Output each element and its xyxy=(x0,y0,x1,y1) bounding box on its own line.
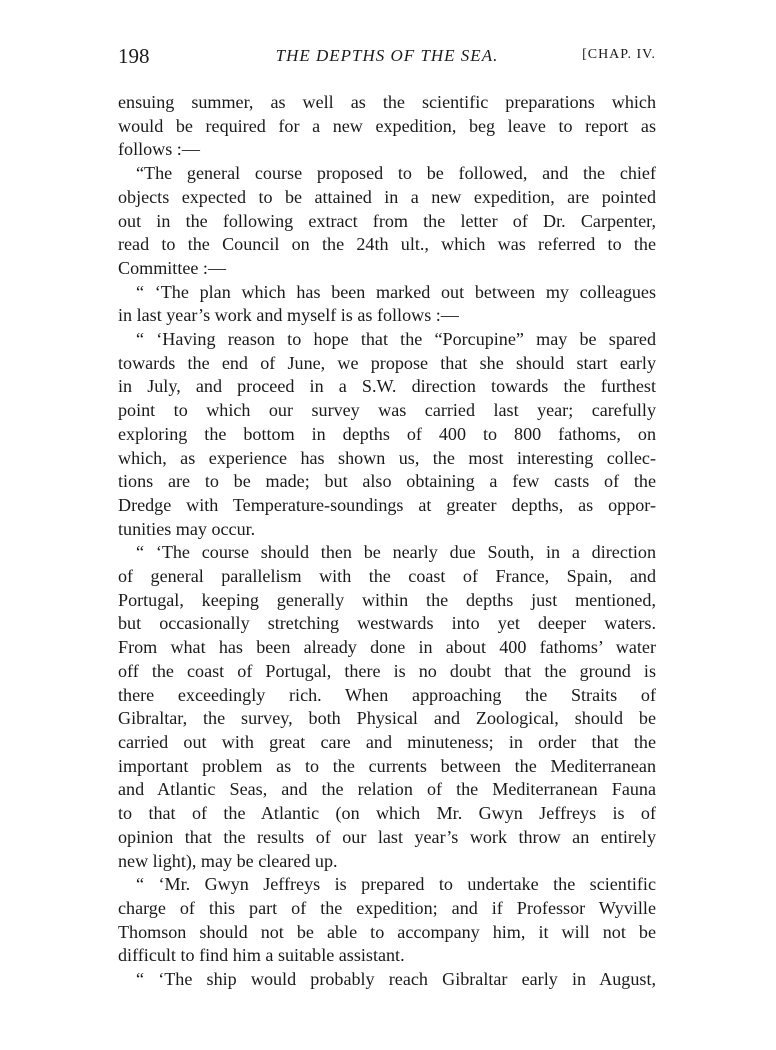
text-line: From what has been already done in about 400 fathoms’ water xyxy=(118,637,656,658)
book-page xyxy=(118,44,656,992)
text-line: follows :— xyxy=(118,139,200,160)
running-title: THE DEPTHS OF THE SEA. xyxy=(275,46,499,65)
text-line: important problem as to the currents between the Mediterranean xyxy=(118,755,656,776)
text-line: but occasionally stretching westwards into yet deeper waters. xyxy=(118,613,656,634)
text-line: out in the following extract from the letter of Dr. Carpenter, xyxy=(118,210,656,231)
text-line: and Atlantic Seas, and the relation of the Mediterranean Fauna xyxy=(118,779,656,800)
text-line: difficult to find him a suitable assistant. xyxy=(118,945,405,966)
text-line: of general parallelism with the coast of France, Spain, and xyxy=(118,566,656,587)
text-line: new light), may be cleared up. xyxy=(118,850,338,871)
text-line: to that of the Atlantic (on which Mr. Gwyn Jeffreys is of xyxy=(118,803,656,824)
text-line: “ ‘The plan which has been marked out between my colleagues xyxy=(136,281,656,302)
text-line: Thomson should not be able to accompany him, it will not be xyxy=(118,921,656,942)
text-line: “ ‘The course should then be nearly due South, in a direction xyxy=(136,542,656,563)
text-line: Gibraltar, the survey, both Physical and Zoological, should be xyxy=(118,708,656,729)
text-line: carried out with great care and minuteness; in order that the xyxy=(118,731,656,752)
text-line: charge of this part of the expedition; and if Professor Wyville xyxy=(118,897,656,918)
text-line: “ ‘The ship would probably reach Gibraltar early in August, xyxy=(136,969,656,990)
text-line: Committee :— xyxy=(118,257,227,278)
page-number: 198 xyxy=(118,44,150,68)
text-line: in July, and proceed in a S.W. direction towards the furthest xyxy=(118,376,656,397)
chapter-reference: [CHAP. IV. xyxy=(582,47,656,62)
body-text xyxy=(118,91,656,992)
text-line: Dredge with Temperature-soundings at greater depths, as oppor- xyxy=(118,494,656,515)
text-line: “The general course proposed to be followed, and the chief xyxy=(136,163,656,184)
text-line: tions are to be made; but also obtaining a few casts of the xyxy=(118,471,656,492)
text-line: opinion that the results of our last year’s work throw an entirely xyxy=(118,826,656,847)
text-line: there exceedingly rich. When approaching the Straits of xyxy=(118,684,656,705)
text-line: exploring the bottom in depths of 400 to 800 fathoms, on xyxy=(118,423,656,444)
text-line: “ ‘Having reason to hope that the “Porcupine” may be spared xyxy=(136,329,656,350)
text-line: off the coast of Portugal, there is no doubt that the ground is xyxy=(118,660,656,681)
text-line: read to the Council on the 24th ult., which was referred to the xyxy=(118,234,656,255)
text-line: would be required for a new expedition, beg leave to report as xyxy=(118,115,656,136)
running-header xyxy=(118,44,656,74)
text-line: tunities may occur. xyxy=(118,518,256,539)
text-line: towards the end of June, we propose that she should start early xyxy=(118,352,656,373)
text-line: objects expected to be attained in a new expedition, are pointed xyxy=(118,186,656,207)
text-line: in last year’s work and myself is as follows :— xyxy=(118,305,459,326)
text-line: point to which our survey was carried last year; carefully xyxy=(118,400,656,421)
text-line: ensuing summer, as well as the scientific preparations which xyxy=(118,92,656,112)
text-line: which, as experience has shown us, the most interesting collec- xyxy=(118,447,656,468)
text-line: Portugal, keeping generally within the depths just mentioned, xyxy=(118,589,656,610)
text-line: “ ‘Mr. Gwyn Jeffreys is prepared to undertake the scientific xyxy=(136,874,656,895)
